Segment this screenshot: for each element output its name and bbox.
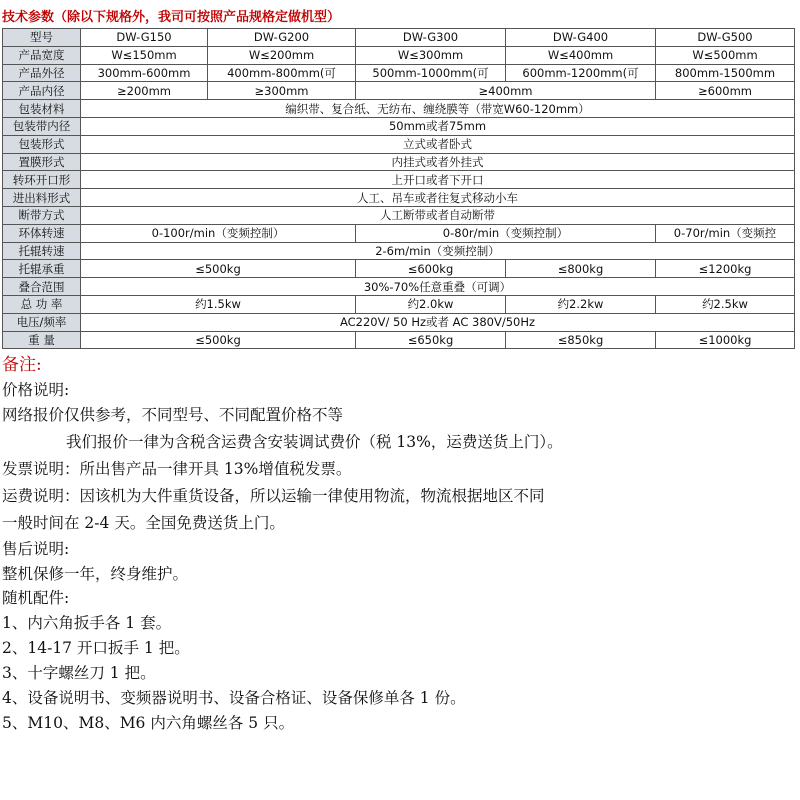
row-label: 型号 (3, 29, 81, 47)
row-label: 托辊转速 (3, 242, 81, 260)
price-text-2: 我们报价一律为含税含运费含安装调试费价（税 13%，运费送货上门）。 (66, 433, 563, 451)
row-label: 置膜形式 (3, 153, 81, 171)
row-film-form (3, 153, 795, 171)
cell-value: ≥200mm (81, 82, 208, 100)
cell-value: W≤150mm (81, 46, 208, 64)
notes-title: 备注: (2, 355, 42, 375)
row-label: 产品外径 (3, 64, 81, 82)
cell-value: 上开口或者下开口 (81, 171, 795, 189)
cell-value: 0-80r/min（变频控制） (356, 224, 656, 242)
cell-value: 800mm-1500mm (656, 64, 795, 82)
cell-model: DW-G400 (506, 29, 656, 47)
row-label: 包装材料 (3, 100, 81, 118)
row-label: 环体转速 (3, 224, 81, 242)
cell-value: 400mm-800mm(可 (208, 64, 356, 82)
cell-value: AC220V/ 50 Hz或者 AC 380V/50Hz (81, 313, 795, 331)
cell-value: ≤800kg (506, 260, 656, 278)
cell-value: 500mm-1000mm(可 (356, 64, 506, 82)
row-pack-form (3, 135, 795, 153)
row-outer-diameter (3, 64, 795, 82)
row-ring-opening (3, 171, 795, 189)
cell-value: ≥400mm (356, 82, 656, 100)
accessory-item: 4、设备说明书、变频器说明书、设备合格证、设备保修单各 1 份。 (2, 689, 466, 707)
row-label: 进出料形式 (3, 189, 81, 207)
cell-value: 编织带、复合纸、无纺布、缠绕膜等（带宽W60-120mm） (81, 100, 795, 118)
spec-heading: 技术参数（除以下规格外，我司可按照产品规格定做机型） (2, 10, 341, 25)
cell-model: DW-G500 (656, 29, 795, 47)
row-voltage (3, 313, 795, 331)
row-label: 产品内径 (3, 82, 81, 100)
row-weight (3, 331, 795, 349)
price-text-1: 网络报价仅供参考，不同型号、不同配置价格不等 (2, 406, 344, 424)
cell-value: 300mm-600mm (81, 64, 208, 82)
spec-table (2, 28, 795, 349)
accessory-item: 1、内六角扳手各 1 套。 (2, 614, 172, 632)
row-label: 电压/频率 (3, 313, 81, 331)
cell-value: 人工断带或者自动断带 (81, 206, 795, 224)
cell-model: DW-G150 (81, 29, 208, 47)
row-roller-load (3, 260, 795, 278)
row-label: 包装形式 (3, 135, 81, 153)
row-label: 重 量 (3, 331, 81, 349)
accessory-item: 2、14-17 开口扳手 1 把。 (2, 639, 190, 657)
cell-value: ≥300mm (208, 82, 356, 100)
invoice-text: 发票说明：所出售产品一律开具 13%增值税发票。 (2, 460, 352, 478)
cell-value: 约2.2kw (506, 295, 656, 313)
row-ring-speed (3, 224, 795, 242)
cell-value: 30%-70%任意重叠（可调） (81, 278, 795, 296)
cell-value: 立式或者卧式 (81, 135, 795, 153)
cell-value: 人工、吊车或者往复式移动小车 (81, 189, 795, 207)
row-width (3, 46, 795, 64)
cell-value: ≤850kg (506, 331, 656, 349)
cell-value: 约1.5kw (81, 295, 356, 313)
shipping-text-2: 一般时间在 2-4 天。全国免费送货上门。 (2, 514, 285, 532)
row-label: 转环开口形 (3, 171, 81, 189)
cell-value: ≤1000kg (656, 331, 795, 349)
row-label: 包装带内径 (3, 117, 81, 135)
cell-value: ≤500kg (81, 331, 356, 349)
row-label: 断带方式 (3, 206, 81, 224)
cell-value: 约2.0kw (356, 295, 506, 313)
cell-value: 2-6m/min（变频控制） (81, 242, 795, 260)
row-model (3, 29, 795, 47)
cell-value: W≤200mm (208, 46, 356, 64)
after-sales-label: 售后说明: (2, 540, 70, 558)
cell-model: DW-G300 (356, 29, 506, 47)
row-inner-diameter (3, 82, 795, 100)
cell-value: ≤1200kg (656, 260, 795, 278)
row-label: 叠合范围 (3, 278, 81, 296)
row-label: 产品宽度 (3, 46, 81, 64)
cell-value: 0-100r/min（变频控制） (81, 224, 356, 242)
cell-value: 600mm-1200mm(可 (506, 64, 656, 82)
row-power (3, 295, 795, 313)
cell-value: ≤650kg (356, 331, 506, 349)
cell-value: 约2.5kw (656, 295, 795, 313)
shipping-text-1: 运费说明：因该机为大件重货设备，所以运输一律使用物流，物流根据地区不同 (2, 487, 545, 505)
row-label: 总 功 率 (3, 295, 81, 313)
row-material (3, 100, 795, 118)
row-overlap (3, 278, 795, 296)
accessory-item: 5、M10、M8、M6 内六角螺丝各 5 只。 (2, 714, 295, 732)
row-tape-inner (3, 117, 795, 135)
cell-value: 内挂式或者外挂式 (81, 153, 795, 171)
cell-value: ≤600kg (356, 260, 506, 278)
cell-value: 50mm或者75mm (81, 117, 795, 135)
cell-value: ≤500kg (81, 260, 356, 278)
row-break-mode (3, 206, 795, 224)
row-roller-speed (3, 242, 795, 260)
cell-value: ≥600mm (656, 82, 795, 100)
cell-value: W≤500mm (656, 46, 795, 64)
after-sales-text: 整机保修一年，终身维护。 (2, 565, 189, 583)
row-feed-form (3, 189, 795, 207)
cell-value: 0-70r/min（变频控 (656, 224, 795, 242)
row-label: 托辊承重 (3, 260, 81, 278)
accessories-label: 随机配件: (2, 589, 70, 607)
cell-value: W≤300mm (356, 46, 506, 64)
cell-model: DW-G200 (208, 29, 356, 47)
cell-value: W≤400mm (506, 46, 656, 64)
accessory-item: 3、十字螺丝刀 1 把。 (2, 664, 156, 682)
price-label: 价格说明: (2, 381, 70, 399)
